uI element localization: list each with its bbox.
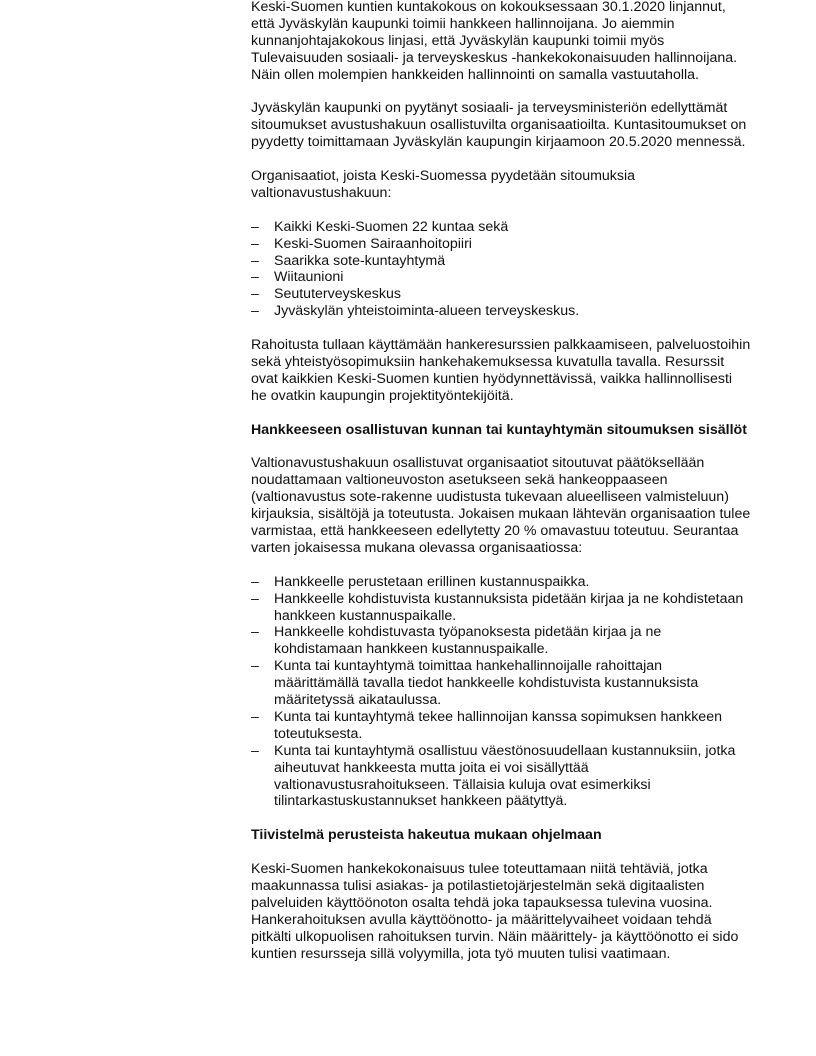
- obligations-list: [251, 574, 751, 811]
- list-item: – Keski-Suomen Sairaanhoitopiiri: [251, 235, 472, 252]
- heading-tiivistelma: Tiivistelmä perusteista hakeutua mukaan ohjelmaan: [251, 827, 602, 844]
- list-item: – Kaikki Keski-Suomen 22 kuntaa sekä: [251, 218, 509, 235]
- list-item: – Kunta tai kuntayhtymä toimittaa hankehallinnoijalle rahoittajan määrittämällä tavalla tiedot hankkeelle kohdistuvista kustannuksista määritetyssä aikataulussa.: [251, 658, 699, 709]
- list-item: – Seututerveyskeskus: [251, 286, 401, 303]
- dash-bullet-icon: –: [251, 590, 259, 607]
- paragraph-valtionavustus: Valtionavustushakuun osallistuvat organisaatiot sitoutuvat päätöksellään noudattamaan valtioneuvoston asetukseen sekä hankeoppaaseen (valtionavustus sote-rakenne uudistusta tukevaan alueelliseen valmisteluun) kirjauksia, sisältöjä ja toteutusta. Jokaisen mukaan lähtevän organisaation tulee varmistaa, että hankkeeseen edellytetty 20 % omavastuu toteutuu. Seurantaa varten jokaisessa mukana olevassa organisaatiossa:: [251, 455, 751, 556]
- heading-sitoumuksen-sisallot: Hankkeeseen osallistuvan kunnan tai kuntayhtymän sitoumuksen sisällöt: [251, 421, 747, 438]
- paragraph-hallinnointi: Keski-Suomen kuntien kuntakokous on kokouksessaan 30.1.2020 linjannut, että Jyväskylän kaupunki toimii hankkeen hallinnoijana. Jo aiemmin kunnanjohtajakokous linjasi, että Jyväskylän kaupunki toimii myös Tulevaisuuden sosiaali- ja terveyskeskus -hankekokonaisuuden hallinnoijana. Näin ollen molempien hankkeiden hallinnointi on samalla vastuutaholla.: [251, 0, 738, 83]
- dash-bullet-icon: –: [251, 624, 259, 641]
- dash-bullet-icon: –: [251, 708, 259, 725]
- list-item: – Wiitaunioni: [251, 269, 344, 286]
- list-item: – Saarikka sote-kuntayhtymä: [251, 252, 446, 269]
- list-item: – Hankkeelle perustetaan erillinen kustannuspaikka.: [251, 573, 590, 590]
- dash-bullet-icon: –: [251, 252, 259, 269]
- list-item: – Kunta tai kuntayhtymä osallistuu väestönosuudellaan kustannuksiin, jotka aiheutuvat hankkeesta mutta joita ei voi sisällyttää valtionavustusrahoitukseen. Tällaisia kuluja ovat esimerkiksi tilintarkastuskustannukset hankkeen päätyttyä.: [251, 742, 736, 810]
- dash-bullet-icon: –: [251, 269, 259, 286]
- document-page: [251, 0, 751, 963]
- list-item: – Jyväskylän yhteistoiminta-alueen terveyskeskus.: [251, 303, 580, 320]
- paragraph-rahoitus: Rahoitusta tullaan käyttämään hankeresurssien palkkaamiseen, palveluostoihin sekä yhteistyösopimuksiin hankehakemuksessa kuvatulla tavalla. Resurssit ovat kaikkien Keski-Suomen kuntien hyödynnettävissä, vaikka hallinnollisesti he ovatkin kaupungin projektityöntekijöitä.: [251, 337, 751, 404]
- list-item: – Hankkeelle kohdistuvista kustannuksista pidetään kirjaa ja ne kohdistetaan hankkeen kustannuspaikalle.: [251, 590, 744, 624]
- dash-bullet-icon: –: [251, 235, 259, 252]
- dash-bullet-icon: –: [251, 742, 259, 759]
- organisations-list: [251, 219, 751, 320]
- dash-bullet-icon: –: [251, 658, 259, 675]
- paragraph-organisaatiot-intro: Organisaatiot, joista Keski-Suomessa pyydetään sitoumuksia valtionavustushakuun:: [251, 168, 636, 201]
- dash-bullet-icon: –: [251, 303, 259, 320]
- paragraph-sitoumukset: Jyväskylän kaupunki on pyytänyt sosiaali- ja terveysministeriön edellyttämät sitoumukset avustushakuun osallistuvilta organisaatioilta. Kuntasitoumukset on pyydetty toimittamaan Jyväskylän kaupungin kirjaamoon 20.5.2020 mennessä.: [251, 100, 747, 151]
- dash-bullet-icon: –: [251, 218, 259, 235]
- list-item: – Hankkeelle kohdistuvasta työpanoksesta pidetään kirjaa ja ne kohdistamaan hankkeen kustannuspaikalle.: [251, 624, 662, 658]
- dash-bullet-icon: –: [251, 286, 259, 303]
- list-item: – Kunta tai kuntayhtymä tekee hallinnoijan kanssa sopimuksen hankkeen toteutuksesta.: [251, 708, 722, 742]
- dash-bullet-icon: –: [251, 573, 259, 590]
- paragraph-tiivistelma: Keski-Suomen hankekokonaisuus tulee toteuttamaan niitä tehtäviä, jotka maakunnassa tulisi asiakas- ja potilastietojärjestelmän sekä digitaalisten palveluiden käyttöönoton osalta tehdä joka tapauksessa tulevina vuosina. Hankerahoituksen avulla käyttöönotto- ja määrittelyvaiheet voidaan tehdä pitkälti ulkopuolisen rahoituksen turvin. Näin määrittely- ja käyttöönotto ei sido kuntien resursseja sillä volyymilla, jota työ muuten tulisi vaatimaan.: [251, 861, 739, 962]
